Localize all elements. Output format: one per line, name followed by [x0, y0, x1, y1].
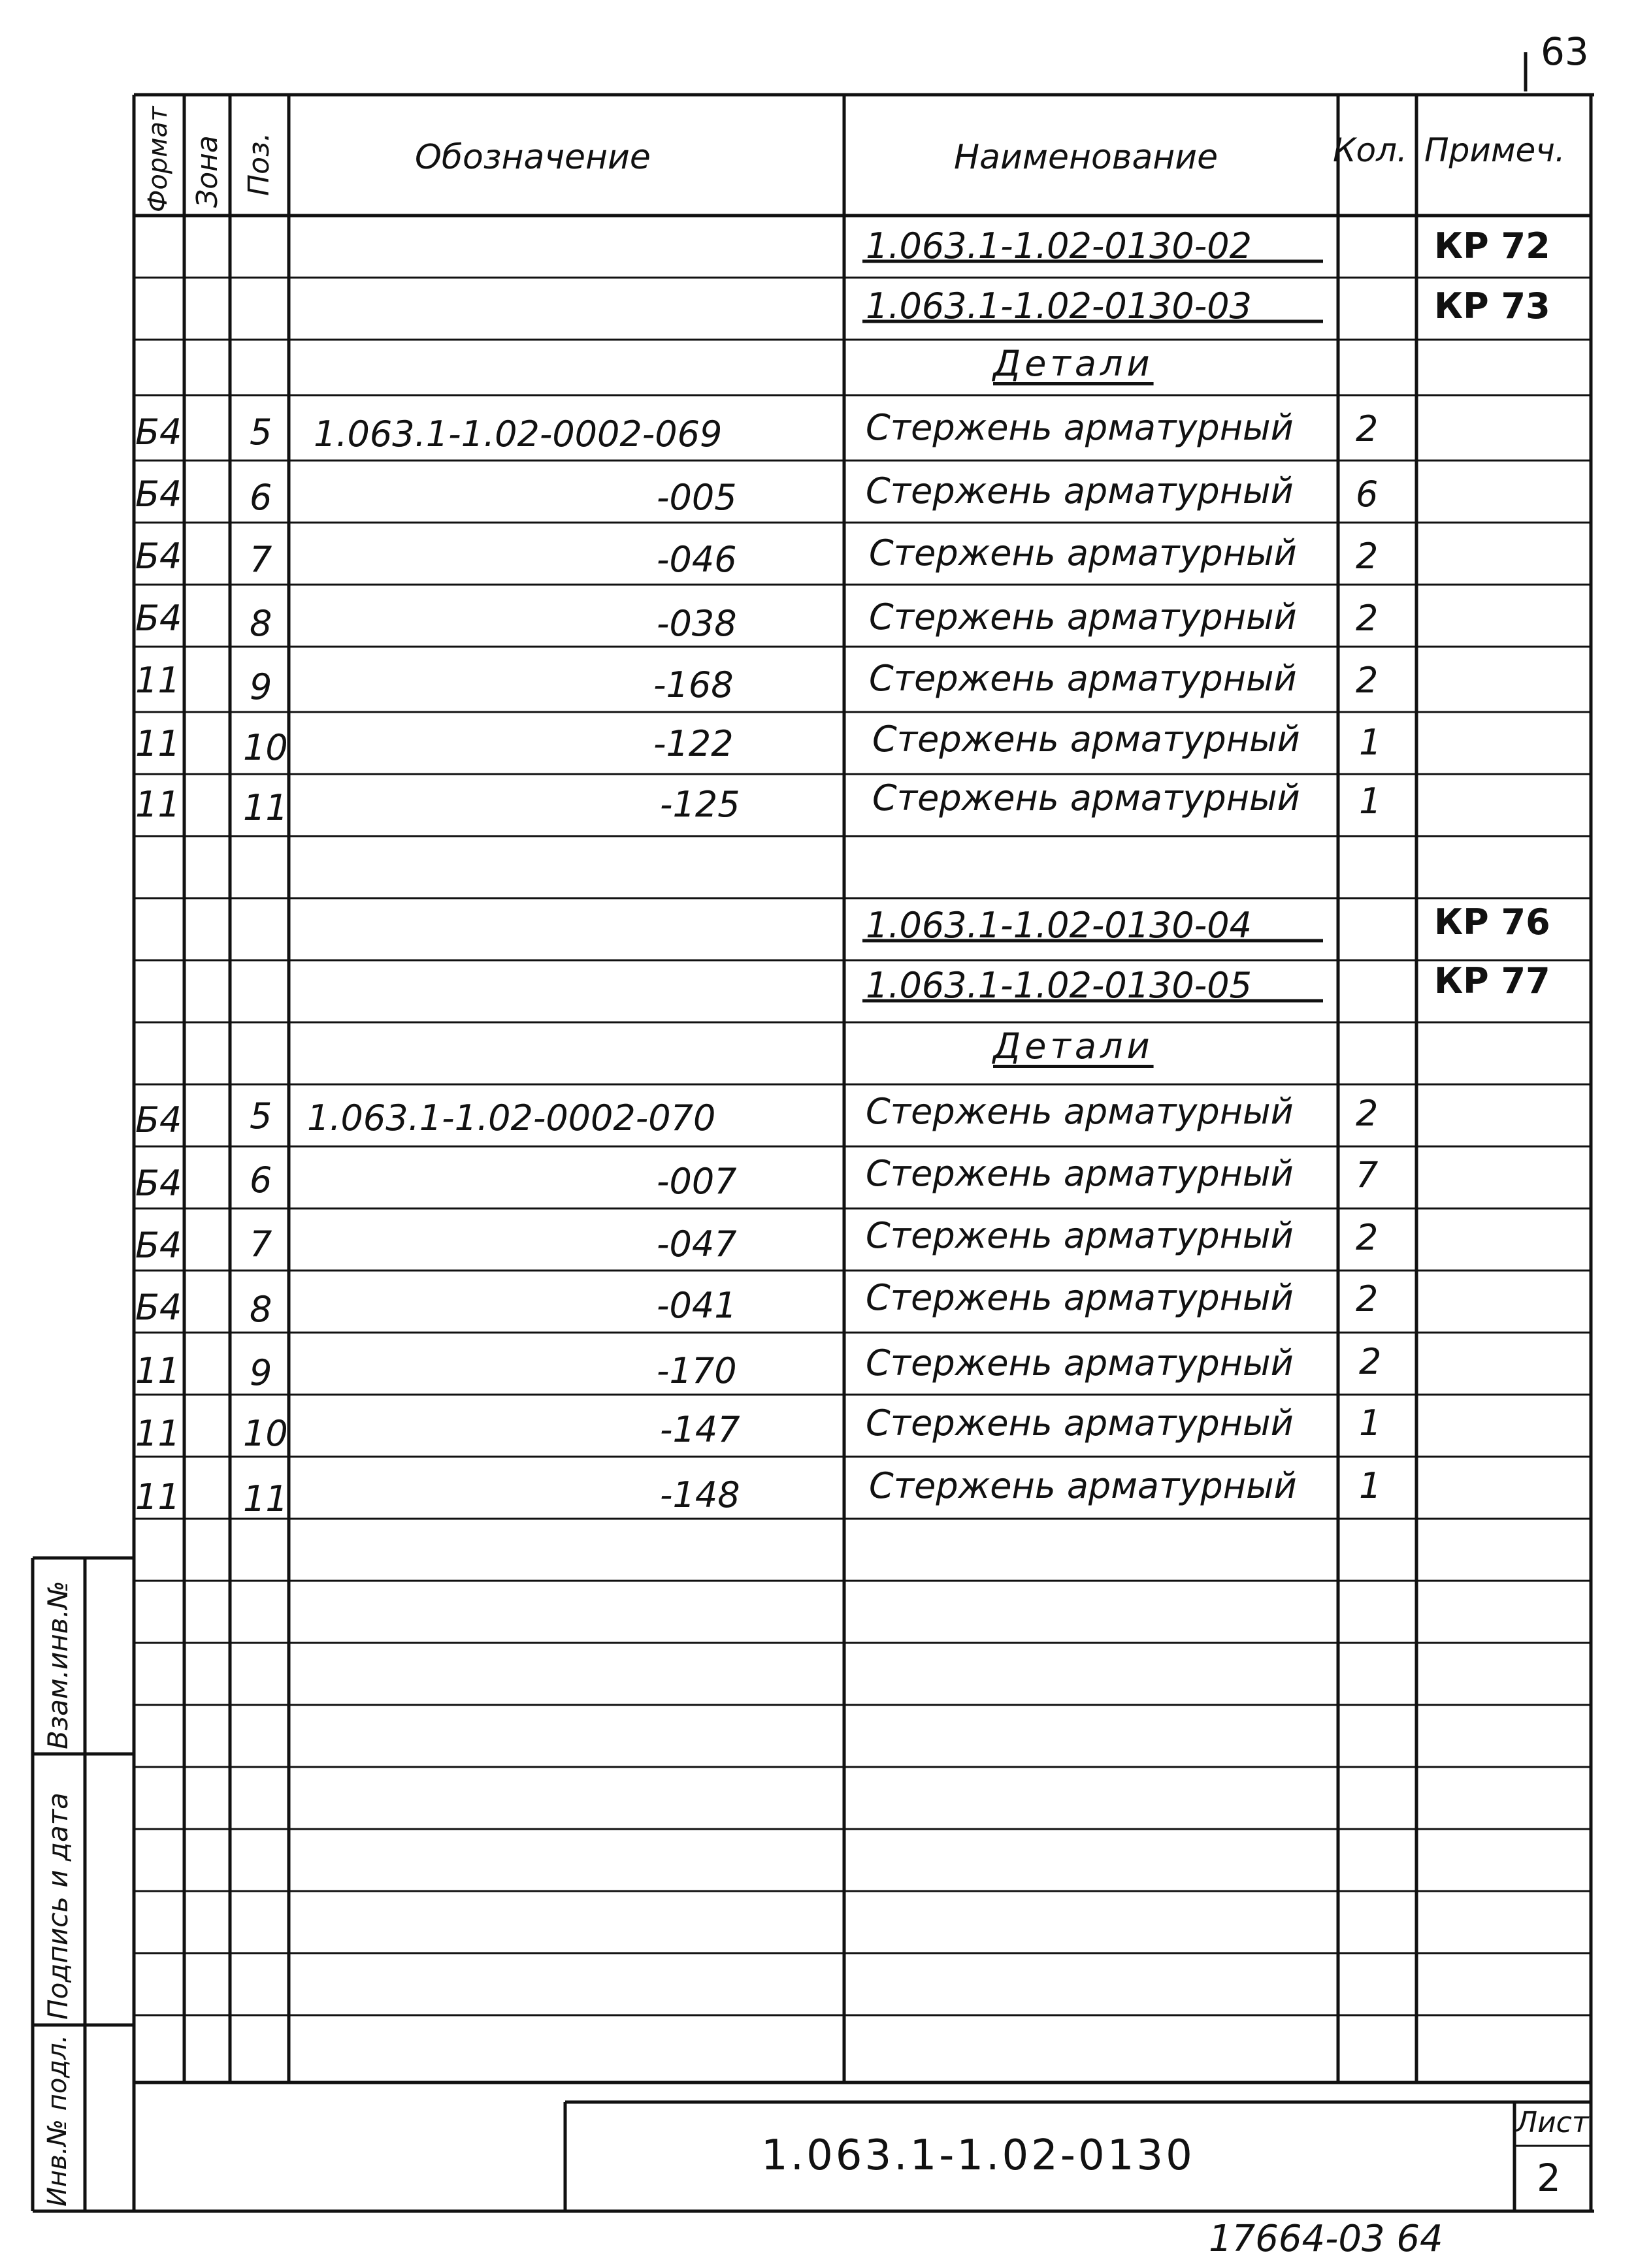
cell-pos: 7 [250, 1223, 272, 1265]
header-pos: Поз. [242, 132, 276, 196]
section-title: Детали [993, 343, 1154, 384]
header-format: Формат [143, 106, 173, 212]
sheet-number: 2 [1537, 2156, 1561, 2200]
cell-pos: 10 [243, 727, 288, 768]
header-designation: Обозначение [415, 138, 651, 177]
cell-format: 11 [135, 660, 180, 701]
cell-format: Б4 [135, 536, 182, 577]
cell-designation: -007 [657, 1161, 737, 1202]
page-number: 63 [1541, 29, 1589, 74]
cell-designation: -148 [660, 1474, 740, 1515]
cell-qty: 6 [1356, 474, 1379, 515]
variant-note: КР 73 [1434, 285, 1550, 327]
cell-designation: 1.063.1-1.02-0002-069 [314, 413, 723, 455]
cell-pos: 7 [250, 539, 272, 580]
cell-qty: 1 [1359, 781, 1382, 822]
cell-designation: -122 [653, 723, 734, 764]
cell-designation: 1.063.1-1.02-0002-070 [307, 1097, 716, 1139]
sheet-label: Лист [1516, 2106, 1589, 2139]
cell-name: Стержень арматурный [866, 1277, 1294, 1318]
cell-name: Стержень арматурный [866, 1153, 1294, 1194]
cell-format: 11 [135, 784, 180, 825]
cell-designation: -147 [660, 1409, 740, 1450]
variant-code: 1.063.1-1.02-0130-03 [866, 285, 1252, 327]
cell-name: Стержень арматурный [869, 658, 1297, 699]
cell-pos: 5 [250, 412, 272, 453]
variant-note: КР 76 [1434, 901, 1550, 943]
cell-qty: 2 [1356, 536, 1379, 577]
cell-format: 11 [135, 723, 180, 764]
cell-format: Б4 [135, 598, 182, 639]
cell-pos: 9 [250, 666, 272, 707]
cell-name: Стержень арматурный [869, 1465, 1297, 1506]
header-name: Наименование [954, 138, 1219, 177]
cell-pos: 5 [250, 1095, 272, 1137]
header-zone: Зона [191, 135, 224, 208]
header-qty: Кол. [1333, 131, 1407, 169]
cell-qty: 2 [1356, 1278, 1379, 1320]
cell-designation: -170 [657, 1350, 737, 1391]
cell-qty: 2 [1356, 1217, 1379, 1258]
cell-qty: 2 [1359, 1341, 1382, 1382]
cell-name: Стержень арматурный [869, 532, 1297, 574]
cell-qty: 1 [1359, 1402, 1382, 1444]
cell-pos: 11 [243, 787, 288, 828]
cell-name: Стержень арматурный [866, 470, 1294, 511]
cell-pos: 9 [250, 1352, 272, 1393]
cell-pos: 8 [250, 603, 272, 644]
cell-qty: 1 [1359, 722, 1382, 763]
footer-stamp: 17664-03 64 [1209, 2218, 1443, 2260]
cell-name: Стержень арматурный [872, 719, 1300, 760]
cell-format: Б4 [135, 1163, 182, 1204]
variant-note: КР 77 [1434, 960, 1550, 1001]
section-title: Детали [993, 1026, 1154, 1067]
cell-format: Б4 [135, 1099, 182, 1141]
cell-designation: -046 [657, 539, 737, 580]
document-code: 1.063.1-1.02-0130 [761, 2131, 1195, 2180]
cell-format: Б4 [135, 1225, 182, 1266]
variant-code: 1.063.1-1.02-0130-02 [866, 225, 1252, 267]
header-note: Примеч. [1424, 131, 1565, 169]
side-label-inv: Инв.№ подл. [42, 2034, 73, 2207]
cell-format: Б4 [135, 1287, 182, 1328]
cell-format: 11 [135, 1476, 180, 1517]
cell-pos: 10 [243, 1413, 288, 1454]
cell-qty: 1 [1359, 1465, 1382, 1506]
cell-pos: 6 [250, 477, 272, 518]
cell-name: Стержень арматурный [872, 777, 1300, 818]
side-label-podpis: Подпись и дата [42, 1792, 74, 2020]
cell-format: 11 [135, 1350, 180, 1391]
side-label-vzam: Взам.инв.№ [42, 1580, 74, 1749]
cell-format: 11 [135, 1413, 180, 1454]
cell-name: Стержень арматурный [869, 596, 1297, 638]
cell-name: Стержень арматурный [866, 1402, 1294, 1444]
cell-name: Стержень арматурный [866, 1215, 1294, 1256]
cell-designation: -041 [657, 1285, 737, 1326]
cell-designation: -047 [657, 1223, 737, 1265]
cell-designation: -168 [653, 664, 734, 705]
cell-name: Стержень арматурный [866, 1091, 1294, 1132]
cell-designation: -038 [657, 603, 737, 644]
variant-code: 1.063.1-1.02-0130-04 [866, 905, 1252, 946]
cell-designation: -005 [657, 477, 737, 518]
cell-qty: 2 [1356, 660, 1379, 701]
cell-qty: 2 [1356, 1093, 1379, 1134]
variant-code: 1.063.1-1.02-0130-05 [866, 965, 1252, 1006]
cell-qty: 2 [1356, 598, 1379, 639]
cell-qty: 7 [1356, 1154, 1379, 1195]
cell-pos: 11 [243, 1478, 288, 1519]
cell-qty: 2 [1356, 408, 1379, 449]
cell-name: Стержень арматурный [866, 1342, 1294, 1384]
cell-pos: 8 [250, 1289, 272, 1330]
variant-note: КР 72 [1434, 225, 1550, 267]
cell-format: Б4 [135, 412, 182, 453]
cell-designation: -125 [660, 784, 740, 825]
cell-pos: 6 [250, 1159, 272, 1201]
cell-name: Стержень арматурный [866, 407, 1294, 448]
cell-format: Б4 [135, 474, 182, 515]
